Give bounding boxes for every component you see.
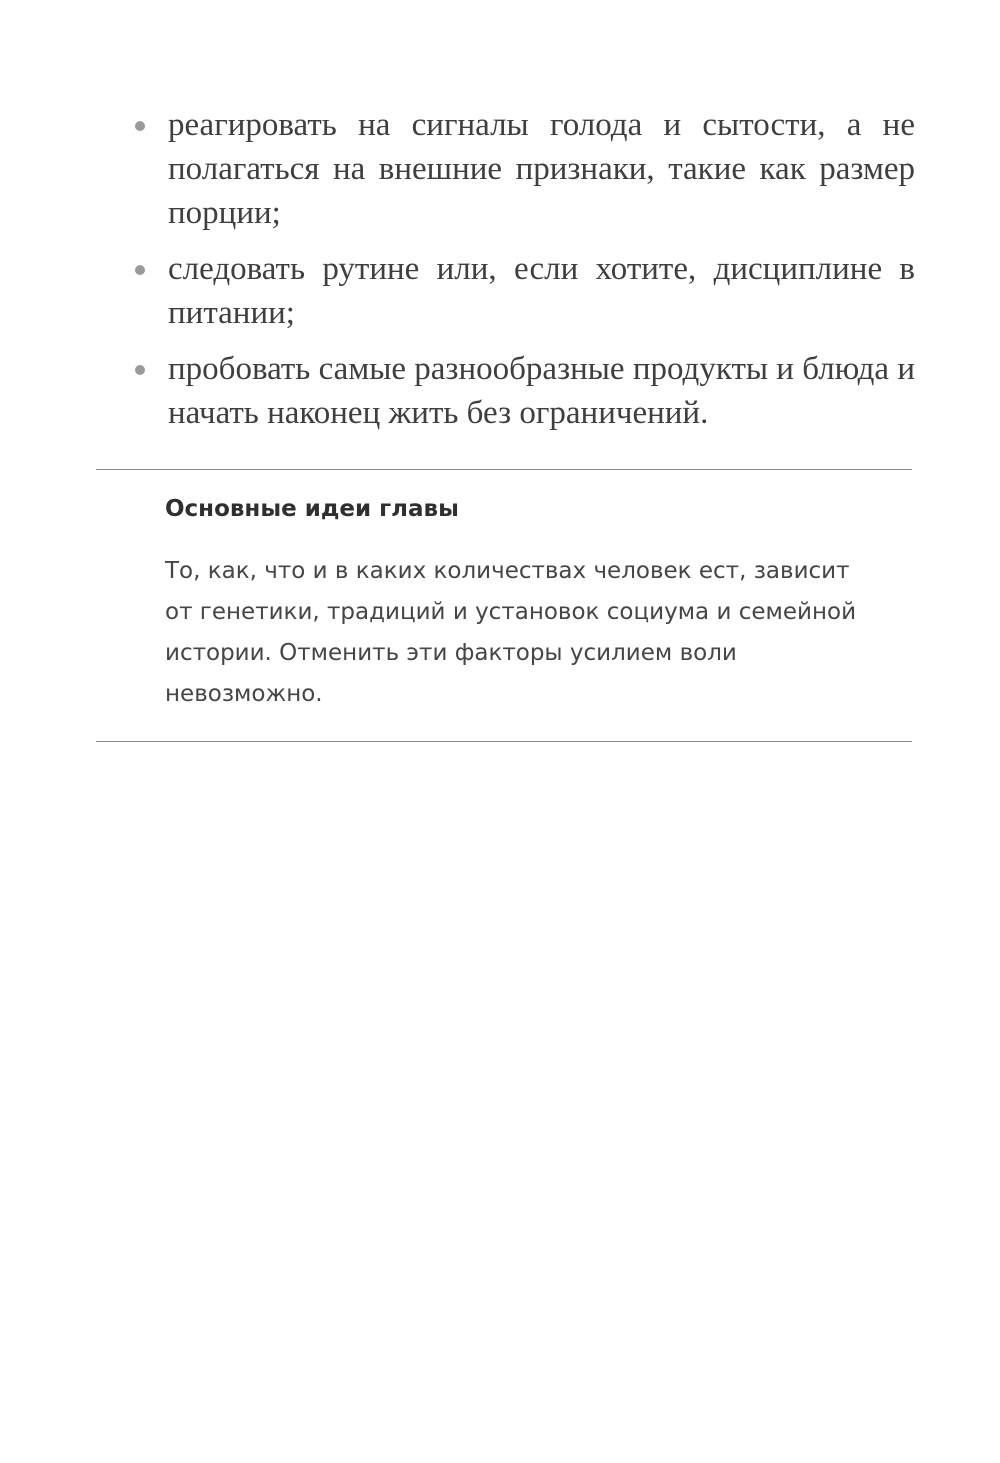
list-item-text: реагировать на сигналы голода и сытости, а не полагаться на внешние признаки, такие как размер порции; <box>168 107 915 231</box>
chapter-summary <box>165 492 905 715</box>
list-item <box>125 347 915 435</box>
list-item <box>125 103 915 235</box>
list-item <box>125 247 915 335</box>
list-item-text: следовать рутине или, если хотите, дисциплине в питании; <box>168 251 915 331</box>
bullet-icon <box>135 365 145 375</box>
summary-line: истории. Отменить эти факторы усилием воли <box>165 640 737 666</box>
summary-line: от генетики, традиций и установок социума и семейной <box>165 599 857 625</box>
bullet-icon <box>135 121 145 131</box>
bullet-icon <box>135 265 145 275</box>
bullet-list <box>125 103 915 435</box>
summary-line: невозможно. <box>165 681 323 707</box>
summary-body <box>165 551 905 715</box>
summary-line: То, как, что и в каких количествах человек ест, зависит <box>165 558 850 584</box>
list-item-text: пробовать самые разнообразные продукты и блюда и начать наконец жить без ограничений. <box>168 351 915 431</box>
bottom-divider <box>96 741 912 742</box>
top-divider <box>96 469 912 470</box>
summary-title: Основные идеи главы <box>165 496 459 522</box>
